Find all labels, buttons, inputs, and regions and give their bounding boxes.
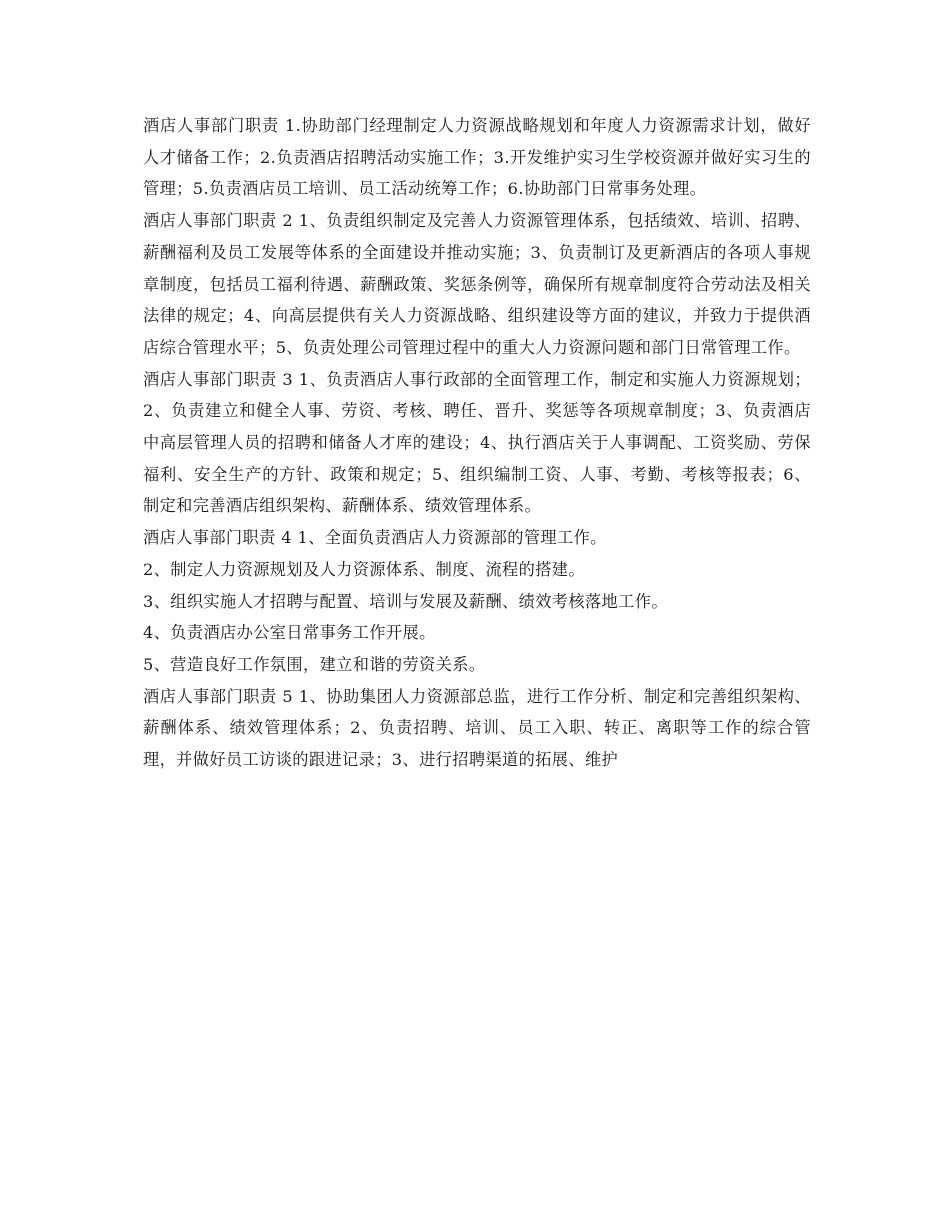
paragraph-duty-4-item-3: 3、组织实施人才招聘与配置、培训与发展及薪酬、绩效考核落地工作。 [143, 591, 668, 611]
paragraph-duty-4-item-5: 5、营造良好工作氛围，建立和谐的劳资关系。 [143, 654, 486, 674]
paragraph-duty-2: 酒店人事部门职责 2 1、负责组织制定及完善人力资源管理体系，包括绩效、培训、招聘、薪酬福利及员工发展等体系的全面建设并推动实施；3、负责制订及更新酒店的各项人事规章制度，包括员工福利待遇、薪酬政策、奖惩条例等，确保所有规章制度符合劳动法及相关法律的规定；4、向高层提供有关人力资源战略、组织建设等方面的建议，并致力于提供酒店综合管理水平；5、负责处理公司管理过程中的重大人力资源问题和部门日常管理工作。 [143, 211, 811, 357]
document-body [143, 110, 811, 776]
paragraph-duty-4-item-2: 2、制定人力资源规划及人力资源体系、制度、流程的搭建。 [143, 559, 585, 579]
paragraph-duty-4-item-4: 4、负责酒店办公室日常事务工作开展。 [143, 623, 436, 643]
paragraph-duty-5: 酒店人事部门职责 5 1、协助集团人力资源部总监，进行工作分析、制定和完善组织架构、薪酬体系、绩效管理体系；2、负责招聘、培训、员工入职、转正、离职等工作的综合管理，并做好员工访谈的跟进记录；3、进行招聘渠道的拓展、维护 [143, 686, 811, 770]
paragraph-duty-1: 酒店人事部门职责 1.协助部门经理制定人力资源战略规划和年度人力资源需求计划，做好人才储备工作；2.负责酒店招聘活动实施工作；3.开发维护实习生学校资源并做好实习生的管理；5.负责酒店员工培训、员工活动统筹工作；6.协助部门日常事务处理。 [143, 116, 811, 199]
paragraph-duty-3: 酒店人事部门职责 3 1、负责酒店人事行政部的全面管理工作，制定和实施人力资源规划；2、负责建立和健全人事、劳资、考核、聘任、晋升、奖惩等各项规章制度；3、负责酒店中高层管理人员的招聘和储备人才库的建设；4、执行酒店关于人事调配、工资奖励、劳保福利、安全生产的方针、政策和规定；5、组织编制工资、人事、考勤、考核等报表；6、制定和完善酒店组织架构、薪酬体系、绩效管理体系。 [143, 369, 811, 516]
paragraph-duty-4: 酒店人事部门职责 4 1、全面负责酒店人力资源部的管理工作。 [143, 528, 607, 548]
